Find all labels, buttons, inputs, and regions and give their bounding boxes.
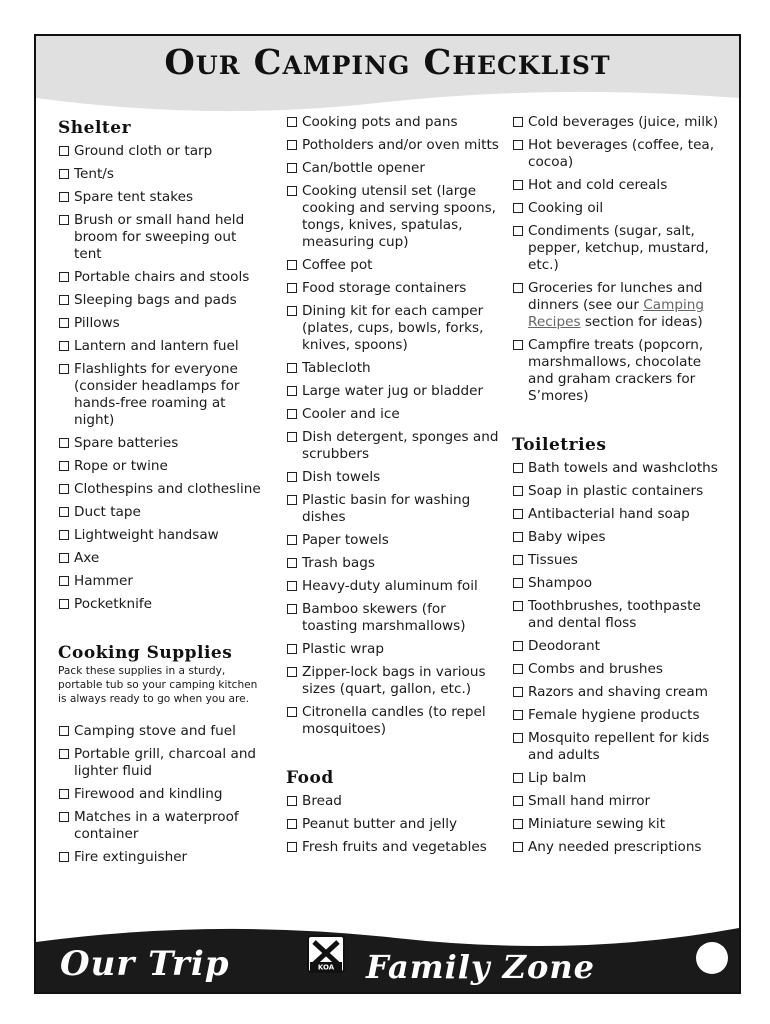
checkbox-icon[interactable] <box>287 644 297 654</box>
list-item <box>286 257 501 274</box>
checkbox-icon[interactable] <box>513 532 523 542</box>
list-item <box>58 550 268 567</box>
item-label: Dish detergent, sponges and scrubbers <box>302 429 499 462</box>
list-item <box>58 527 268 544</box>
svg-text:KOA: KOA <box>317 963 335 972</box>
list-item <box>286 532 501 549</box>
item-label: Cooking oil <box>528 200 604 216</box>
checkbox-icon[interactable] <box>59 295 69 305</box>
footer-circle <box>696 942 728 974</box>
list-item <box>286 114 501 131</box>
item-label: Combs and brushes <box>528 661 663 677</box>
checkbox-icon[interactable] <box>513 578 523 588</box>
toiletries-list <box>512 460 727 856</box>
item-label: Soap in plastic containers <box>528 483 704 499</box>
list-item <box>286 816 501 833</box>
list-item <box>512 529 727 546</box>
checkbox-icon[interactable] <box>287 283 297 293</box>
checkbox-icon[interactable] <box>513 509 523 519</box>
list-item <box>286 578 501 595</box>
item-label: Cold beverages (juice, milk) <box>528 114 719 130</box>
item-label: Shampoo <box>528 575 593 591</box>
item-label: Trash bags <box>302 555 375 571</box>
item-label: Lip balm <box>528 770 587 786</box>
list-item <box>286 383 501 400</box>
list-item <box>286 429 501 463</box>
list-item <box>286 793 501 810</box>
list-item <box>512 552 727 569</box>
checkbox-icon[interactable] <box>513 819 523 829</box>
item-label: Duct tape <box>74 504 141 520</box>
item-label: Potholders and/or oven mitts <box>302 137 499 153</box>
checkbox-icon[interactable] <box>513 664 523 674</box>
item-label: Lightweight handsaw <box>74 527 219 543</box>
list-item <box>58 458 268 475</box>
checklist-page <box>34 34 741 994</box>
section-title-shelter: Shelter <box>58 118 132 138</box>
checkbox-icon[interactable] <box>59 852 69 862</box>
list-item <box>286 601 501 635</box>
list-item <box>286 280 501 297</box>
checkbox-icon[interactable] <box>513 283 523 293</box>
item-label: Razors and shaving cream <box>528 684 708 700</box>
checkbox-icon[interactable] <box>59 812 69 822</box>
list-item <box>512 575 727 592</box>
column-2 <box>286 114 501 862</box>
item-label: Coffee pot <box>302 257 373 273</box>
list-item <box>512 114 727 131</box>
checkbox-icon[interactable] <box>513 687 523 697</box>
list-item <box>286 555 501 572</box>
item-label: Any needed prescriptions <box>528 839 702 855</box>
checkbox-icon[interactable] <box>59 146 69 156</box>
checkbox-icon[interactable] <box>287 117 297 127</box>
list-item <box>58 849 268 866</box>
checkbox-icon[interactable] <box>59 461 69 471</box>
checkbox-icon[interactable] <box>59 530 69 540</box>
checkbox-icon[interactable] <box>287 260 297 270</box>
section-title-cooking: Cooking Supplies <box>58 643 233 663</box>
list-item <box>286 469 501 486</box>
checkbox-icon[interactable] <box>59 749 69 759</box>
list-item <box>512 506 727 523</box>
item-label: Zipper-lock bags in various sizes (quart, gallon, etc.) <box>302 664 486 697</box>
item-label: Cooking utensil set (large cooking and serving spoons, tongs, knives, spatulas, measuring cup) <box>302 183 497 250</box>
item-label: Cooking pots and pans <box>302 114 458 130</box>
list-item <box>58 573 268 590</box>
checkbox-icon[interactable] <box>59 576 69 586</box>
item-label: Spare batteries <box>74 435 179 451</box>
item-label: Paper towels <box>302 532 389 548</box>
page-title: Our Camping Checklist <box>164 42 611 83</box>
list-item <box>58 504 268 521</box>
item-label: Tablecloth <box>302 360 371 376</box>
checkbox-icon[interactable] <box>513 463 523 473</box>
item-label: Firewood and kindling <box>74 786 223 802</box>
cooking-description: Pack these supplies in a sturdy, portable tub so your camping kitchen is always ready to go when you are. <box>58 665 258 705</box>
item-label: Pillows <box>74 315 120 331</box>
item-label: Matches in a waterproof container <box>74 809 239 842</box>
checkbox-icon[interactable] <box>513 486 523 496</box>
item-label: Tent/s <box>74 166 114 182</box>
item-label: Condiments (sugar, salt, pepper, ketchup, mustard, etc.) <box>528 223 709 273</box>
checkbox-icon[interactable] <box>59 318 69 328</box>
checkbox-icon[interactable] <box>513 117 523 127</box>
shelter-list <box>58 143 268 613</box>
checkbox-icon[interactable] <box>287 409 297 419</box>
item-label: Lantern and lantern fuel <box>74 338 239 354</box>
item-label: Brush or small hand held broom for sweeping out tent <box>74 212 245 262</box>
list-item <box>58 723 268 740</box>
checkbox-icon[interactable] <box>287 163 297 173</box>
item-label: Can/bottle opener <box>302 160 425 176</box>
item-label: Peanut butter and jelly <box>302 816 458 832</box>
list-item <box>58 746 268 780</box>
checkbox-icon[interactable] <box>59 553 69 563</box>
list-item <box>58 435 268 452</box>
list-item <box>58 269 268 286</box>
item-label: Fire extinguisher <box>74 849 188 865</box>
list-item <box>512 770 727 787</box>
list-item <box>286 360 501 377</box>
list-item <box>512 598 727 632</box>
list-item <box>512 137 727 171</box>
checkbox-icon[interactable] <box>513 641 523 651</box>
item-label: Food storage containers <box>302 280 467 296</box>
list-item <box>512 816 727 833</box>
list-item <box>286 704 501 738</box>
checkbox-icon[interactable] <box>513 601 523 611</box>
item-label: Tissues <box>528 552 578 568</box>
item-label: Heavy-duty aluminum foil <box>302 578 478 594</box>
cooking-list <box>58 723 268 866</box>
list-item <box>512 483 727 500</box>
item-label: Toothbrushes, toothpaste and dental floss <box>528 598 701 631</box>
list-item <box>58 481 268 498</box>
checkbox-icon[interactable] <box>513 773 523 783</box>
list-item <box>286 137 501 154</box>
item-label: Clothespins and clothesline <box>74 481 261 497</box>
item-label: Bath towels and washcloths <box>528 460 718 476</box>
list-item <box>58 809 268 843</box>
item-label: Axe <box>74 550 100 566</box>
footer-family-zone: Family Zone <box>366 948 595 986</box>
item-label: Cooler and ice <box>302 406 400 422</box>
item-label: Small hand mirror <box>528 793 651 809</box>
item-label: Ground cloth or tarp <box>74 143 213 159</box>
item-label: Fresh fruits and vegetables <box>302 839 487 855</box>
checkbox-icon[interactable] <box>59 599 69 609</box>
list-item <box>286 160 501 177</box>
checkbox-icon[interactable] <box>59 726 69 736</box>
checkbox-icon[interactable] <box>287 140 297 150</box>
checkbox-icon[interactable] <box>513 555 523 565</box>
checkbox-icon[interactable] <box>513 203 523 213</box>
item-label: Hot beverages (coffee, tea, cocoa) <box>528 137 715 170</box>
checkbox-icon[interactable] <box>287 186 297 196</box>
list-item <box>58 338 268 355</box>
list-item <box>58 212 268 263</box>
checkbox-icon[interactable] <box>59 169 69 179</box>
item-label: Citronella candles (to repel mosquitoes) <box>302 704 486 737</box>
checkbox-icon[interactable] <box>287 796 297 806</box>
checkbox-icon[interactable] <box>287 558 297 568</box>
checkbox-icon[interactable] <box>59 507 69 517</box>
list-item <box>286 183 501 251</box>
list-item <box>58 315 268 332</box>
item-label: Portable grill, charcoal and lighter fluid <box>74 746 257 779</box>
checkbox-icon[interactable] <box>287 604 297 614</box>
list-item <box>512 707 727 724</box>
item-label: Dish towels <box>302 469 381 485</box>
item-label: Sleeping bags and pads <box>74 292 237 308</box>
item-label: Flashlights for everyone (consider headlamps for hands-free roaming at night) <box>74 361 240 428</box>
list-item <box>512 684 727 701</box>
checkbox-icon[interactable] <box>513 796 523 806</box>
list-item <box>512 177 727 194</box>
food-list <box>286 793 501 856</box>
list-item <box>512 661 727 678</box>
checkbox-icon[interactable] <box>513 340 523 350</box>
item-label: Hammer <box>74 573 133 589</box>
list-item <box>512 793 727 810</box>
item-label: Campfire treats (popcorn, marshmallows, chocolate and graham crackers for S’mores) <box>528 337 704 404</box>
column-1 <box>58 114 268 872</box>
list-item <box>286 492 501 526</box>
checkbox-icon[interactable] <box>287 819 297 829</box>
cooking-list-continued <box>286 114 501 738</box>
checkbox-icon[interactable] <box>59 438 69 448</box>
footer-our-trip: Our Trip <box>60 944 230 984</box>
checkbox-icon[interactable] <box>59 215 69 225</box>
checkbox-icon[interactable] <box>59 789 69 799</box>
item-label: Bamboo skewers (for toasting marshmallows) <box>302 601 466 634</box>
checkbox-icon[interactable] <box>287 363 297 373</box>
checkbox-icon[interactable] <box>513 180 523 190</box>
checkbox-icon[interactable] <box>513 842 523 852</box>
checkbox-icon[interactable] <box>287 842 297 852</box>
list-item <box>286 839 501 856</box>
checkbox-icon[interactable] <box>287 667 297 677</box>
checkbox-icon[interactable] <box>59 364 69 374</box>
list-item <box>512 460 727 477</box>
list-item <box>286 303 501 354</box>
item-label: Deodorant <box>528 638 600 654</box>
checkbox-icon[interactable] <box>59 341 69 351</box>
item-label: Antibacterial hand soap <box>528 506 690 522</box>
item-label: Spare tent stakes <box>74 189 194 205</box>
checkbox-icon[interactable] <box>59 484 69 494</box>
checkbox-icon[interactable] <box>287 495 297 505</box>
list-item <box>58 143 268 160</box>
item-label: Baby wipes <box>528 529 606 545</box>
item-label: Plastic basin for washing dishes <box>302 492 471 525</box>
list-item <box>58 292 268 309</box>
item-label: Mosquito repellent for kids and adults <box>528 730 710 763</box>
checkbox-icon[interactable] <box>513 226 523 236</box>
list-item <box>58 596 268 613</box>
column-3 <box>512 114 727 862</box>
checkbox-icon[interactable] <box>513 710 523 720</box>
koa-logo-icon <box>306 934 346 974</box>
checkbox-icon[interactable] <box>287 432 297 442</box>
item-label: Miniature sewing kit <box>528 816 666 832</box>
list-item <box>286 641 501 658</box>
checkbox-icon[interactable] <box>513 733 523 743</box>
list-item: Groceries for lunches and dinners (see our Camping Recipes section for ideas) <box>512 280 727 331</box>
checkbox-icon[interactable] <box>287 386 297 396</box>
checkbox-icon[interactable] <box>513 140 523 150</box>
item-label: Dining kit for each camper (plates, cups, bowls, forks, knives, spoons) <box>302 303 484 353</box>
list-item <box>58 166 268 183</box>
camping-recipes-link[interactable]: Camping Recipes <box>528 297 704 330</box>
item-label: Hot and cold cereals <box>528 177 668 193</box>
list-item <box>286 406 501 423</box>
list-item <box>58 786 268 803</box>
checkbox-icon[interactable] <box>287 535 297 545</box>
checkbox-icon[interactable] <box>287 472 297 482</box>
checkbox-icon[interactable] <box>287 306 297 316</box>
item-label: Portable chairs and stools <box>74 269 250 285</box>
checkbox-icon[interactable] <box>59 272 69 282</box>
checkbox-icon[interactable] <box>59 192 69 202</box>
food-list-continued <box>512 114 727 405</box>
list-item <box>512 337 727 405</box>
list-item <box>512 223 727 274</box>
item-label: Pocketknife <box>74 596 152 612</box>
checkbox-icon[interactable] <box>287 581 297 591</box>
list-item <box>512 839 727 856</box>
list-item <box>286 664 501 698</box>
item-label: Camping stove and fuel <box>74 723 236 739</box>
list-item <box>58 361 268 429</box>
section-title-food: Food <box>286 768 334 788</box>
section-title-toiletries: Toiletries <box>512 435 607 455</box>
item-label: Large water jug or bladder <box>302 383 484 399</box>
item-label: Bread <box>302 793 342 809</box>
item-label: Rope or twine <box>74 458 168 474</box>
list-item <box>512 730 727 764</box>
list-item <box>512 638 727 655</box>
list-item <box>512 200 727 217</box>
list-item <box>58 189 268 206</box>
checkbox-icon[interactable] <box>287 707 297 717</box>
item-label: Plastic wrap <box>302 641 384 657</box>
item-label: Female hygiene products <box>528 707 700 723</box>
